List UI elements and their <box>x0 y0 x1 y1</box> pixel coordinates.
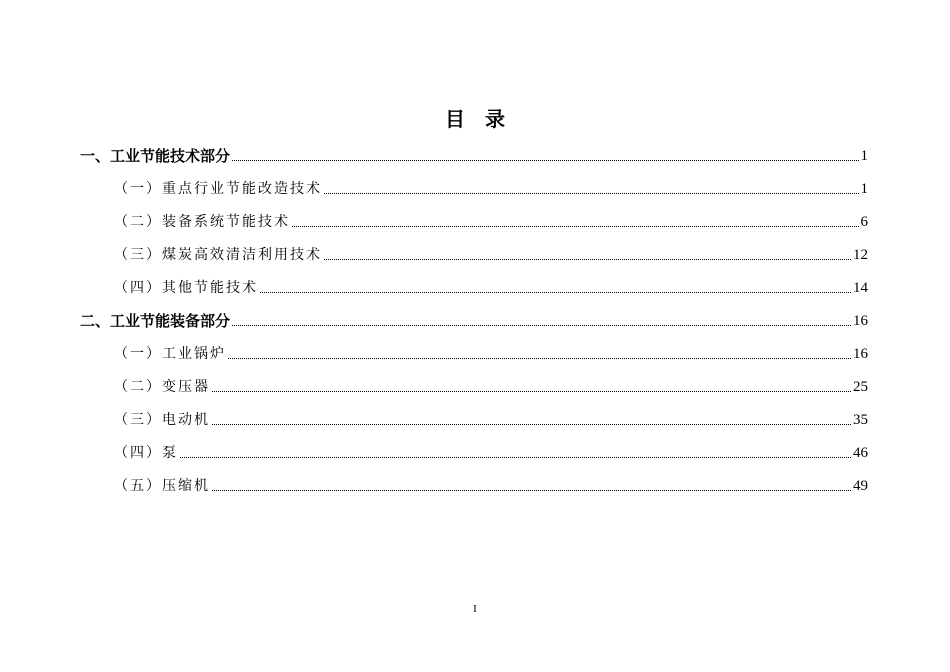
toc-entry-label: 二、工业节能装备部分 <box>80 312 231 330</box>
page-number-footer: I <box>473 603 477 615</box>
toc-entry-page: 25 <box>853 379 868 395</box>
toc-entry-page: 1 <box>860 181 868 197</box>
toc-entry-page: 46 <box>853 445 868 461</box>
toc-entry-label: （四）其他节能技术 <box>114 280 258 296</box>
toc-entry-label: （四）泵 <box>114 445 178 461</box>
toc-entry-section-1[interactable] <box>80 139 868 165</box>
dot-leader <box>324 259 851 260</box>
toc-entry-label: （五）压缩机 <box>114 478 210 494</box>
toc-entry-page: 16 <box>853 346 868 362</box>
dot-leader <box>260 292 851 293</box>
dot-leader <box>180 457 851 458</box>
toc-entry-section-2[interactable] <box>80 304 868 330</box>
dot-leader <box>232 160 858 161</box>
toc-entry-label: （二）装备系统节能技术 <box>114 214 290 230</box>
toc-entry-subsection[interactable] <box>114 403 868 429</box>
dot-leader <box>212 391 851 392</box>
toc-entry-label: （二）变压器 <box>114 379 210 395</box>
toc-entry-label: （一）重点行业节能改造技术 <box>114 181 322 197</box>
toc-entry-page: 6 <box>860 214 868 230</box>
page-title <box>0 107 950 131</box>
toc-entry-subsection[interactable] <box>114 469 868 495</box>
title-char-2: 录 <box>485 107 505 131</box>
toc-entry-page: 1 <box>860 148 868 164</box>
toc-entry-label: 一、工业节能技术部分 <box>80 147 231 165</box>
dot-leader <box>228 358 851 359</box>
toc-entry-page: 35 <box>853 412 868 428</box>
toc-entry-subsection[interactable] <box>114 172 868 198</box>
dot-leader <box>292 226 859 227</box>
toc-entry-label: （三）煤炭高效清洁利用技术 <box>114 247 322 263</box>
toc-entry-page: 16 <box>853 313 868 329</box>
toc-entry-subsection[interactable] <box>114 205 868 231</box>
dot-leader <box>232 325 851 326</box>
toc-entry-subsection[interactable] <box>114 436 868 462</box>
toc-entry-subsection[interactable] <box>114 238 868 264</box>
toc-entry-label: （三）电动机 <box>114 412 210 428</box>
toc-entry-page: 14 <box>853 280 868 296</box>
title-char-1: 目 <box>445 107 465 131</box>
dot-leader <box>212 490 851 491</box>
dot-leader <box>212 424 851 425</box>
toc-entry-subsection[interactable] <box>114 271 868 297</box>
toc-entry-label: （一）工业锅炉 <box>114 346 226 362</box>
toc-entry-subsection[interactable] <box>114 370 868 396</box>
dot-leader <box>324 193 859 194</box>
toc-entry-page: 12 <box>853 247 868 263</box>
toc-entry-subsection[interactable] <box>114 337 868 363</box>
toc-entry-page: 49 <box>853 478 868 494</box>
